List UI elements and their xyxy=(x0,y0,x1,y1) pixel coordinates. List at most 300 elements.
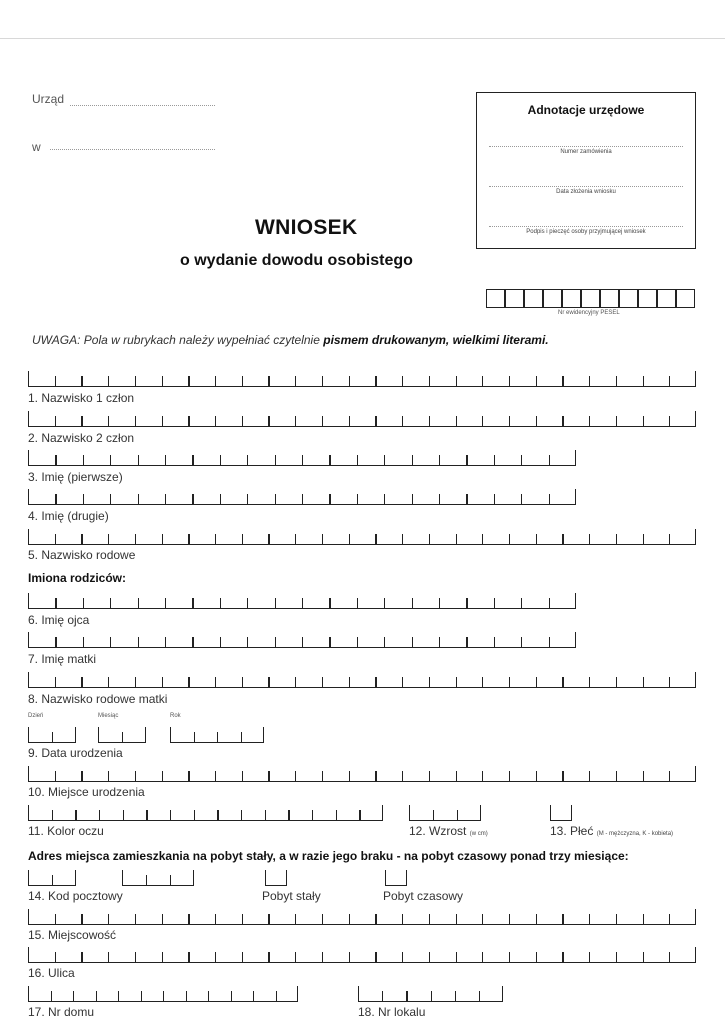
fill-instructions xyxy=(32,333,549,347)
comb-divider xyxy=(83,637,84,648)
comb-divider xyxy=(108,952,109,963)
comb-divider xyxy=(669,771,670,782)
pesel-cell[interactable] xyxy=(543,289,562,308)
postal-code-part2-input[interactable] xyxy=(122,870,194,886)
comb-divider xyxy=(616,771,617,782)
in-field[interactable] xyxy=(50,148,215,150)
comb-divider xyxy=(55,455,56,466)
comb-divider xyxy=(549,637,550,648)
comb-divider xyxy=(302,455,303,466)
comb-divider xyxy=(98,727,99,743)
comb-divider xyxy=(322,416,323,427)
comb-divider xyxy=(55,534,56,545)
comb-divider xyxy=(322,534,323,545)
comb-divider xyxy=(217,732,218,743)
comb-divider xyxy=(643,534,644,545)
comb-divider xyxy=(55,952,56,963)
office-field[interactable] xyxy=(70,104,215,106)
comb-divider xyxy=(28,727,29,743)
comb-divider xyxy=(482,952,483,963)
house-number-input[interactable] xyxy=(28,986,298,1002)
comb-divider xyxy=(322,771,323,782)
comb-divider xyxy=(402,416,403,427)
pesel-cell[interactable] xyxy=(619,289,638,308)
comb-divider xyxy=(357,455,358,466)
comb-divider xyxy=(669,952,670,963)
comb-divider xyxy=(122,732,123,743)
comb-divider xyxy=(295,677,296,688)
comb-divider xyxy=(536,914,537,925)
comb-divider xyxy=(482,771,483,782)
comb-divider xyxy=(81,416,82,427)
comb-divider xyxy=(536,677,537,688)
comb-divider xyxy=(242,914,243,925)
comb-divider xyxy=(265,870,266,886)
comb-divider xyxy=(135,416,136,427)
comb-divider xyxy=(55,677,56,688)
comb-divider xyxy=(55,376,56,387)
eye-color-input[interactable] xyxy=(28,805,383,821)
comb-divider xyxy=(73,991,74,1002)
comb-divider xyxy=(509,534,510,545)
comb-divider xyxy=(170,727,171,743)
comb-divider xyxy=(241,810,242,821)
temporary-residence-label: Pobyt czasowy xyxy=(383,889,464,903)
comb-divider xyxy=(375,952,376,963)
comb-divider xyxy=(509,771,510,782)
comb-divider xyxy=(265,810,266,821)
comb-divider xyxy=(482,534,483,545)
mother-family-name-label: 8. Nazwisko rodowe matki xyxy=(28,692,168,706)
comb-divider xyxy=(217,810,218,821)
comb-divider xyxy=(439,637,440,648)
pesel-cell[interactable] xyxy=(562,289,581,308)
pesel-cell[interactable] xyxy=(657,289,676,308)
top-divider xyxy=(0,38,725,39)
comb-divider xyxy=(268,677,269,688)
comb-divider xyxy=(521,598,522,609)
comb-divider xyxy=(302,598,303,609)
comb-divider xyxy=(188,677,189,688)
comb-divider xyxy=(429,771,430,782)
comb-divider xyxy=(28,909,29,925)
comb-divider xyxy=(242,376,243,387)
comb-divider xyxy=(220,598,221,609)
comb-divider xyxy=(643,416,644,427)
comb-divider xyxy=(220,455,221,466)
comb-divider xyxy=(122,870,123,886)
comb-divider xyxy=(669,914,670,925)
comb-divider xyxy=(357,637,358,648)
comb-divider xyxy=(135,771,136,782)
comb-divider xyxy=(83,598,84,609)
signature-label: Podpis i pieczęć osoby przyjmującej wniosek xyxy=(526,229,646,235)
height-label xyxy=(409,824,488,838)
comb-divider xyxy=(616,952,617,963)
comb-divider xyxy=(589,376,590,387)
birth-month-input[interactable] xyxy=(98,727,146,743)
comb-divider xyxy=(456,914,457,925)
comb-divider xyxy=(616,376,617,387)
mother-name-label: 7. Imię matki xyxy=(28,652,97,666)
comb-divider xyxy=(108,914,109,925)
surname1-input[interactable] xyxy=(28,371,696,387)
comb-divider xyxy=(163,991,164,1002)
height-unit: (w cm) xyxy=(469,831,488,837)
flat-number-label: 18. Nr lokalu xyxy=(358,1005,426,1019)
comb-divider xyxy=(669,677,670,688)
order-number-field[interactable] xyxy=(489,145,683,147)
comb-divider xyxy=(286,870,287,886)
comb-divider xyxy=(695,947,696,963)
comb-baseline xyxy=(409,820,481,821)
comb-divider xyxy=(549,598,550,609)
comb-baseline xyxy=(122,885,194,886)
comb-divider xyxy=(110,494,111,505)
comb-divider xyxy=(268,952,269,963)
comb-divider xyxy=(81,914,82,925)
pesel-cell[interactable] xyxy=(600,289,619,308)
comb-divider xyxy=(215,416,216,427)
comb-divider xyxy=(192,598,193,609)
comb-divider xyxy=(322,376,323,387)
comb-divider xyxy=(192,637,193,648)
pesel-cell[interactable] xyxy=(486,289,505,308)
birth-day-input[interactable] xyxy=(28,727,76,743)
in-label: w xyxy=(32,140,41,154)
eye-color-label: 11. Kolor oczu xyxy=(28,824,104,838)
comb-divider xyxy=(643,952,644,963)
comb-divider xyxy=(402,376,403,387)
comb-divider xyxy=(170,875,171,886)
pesel-cell[interactable] xyxy=(581,289,600,308)
first-name-label: 3. Imię (pierwsze) xyxy=(28,470,123,484)
comb-baseline xyxy=(28,924,696,925)
comb-divider xyxy=(220,637,221,648)
comb-divider xyxy=(466,598,467,609)
pesel-cell[interactable] xyxy=(505,289,524,308)
comb-divider xyxy=(188,376,189,387)
submission-date-field[interactable] xyxy=(489,185,683,187)
comb-divider xyxy=(75,727,76,743)
flat-number-input[interactable] xyxy=(358,986,503,1002)
street-input[interactable] xyxy=(28,947,696,963)
comb-divider xyxy=(288,810,289,821)
comb-divider xyxy=(192,455,193,466)
sex-label xyxy=(550,824,673,838)
comb-divider xyxy=(138,598,139,609)
comb-divider xyxy=(188,771,189,782)
city-label: 15. Miejscowość xyxy=(28,928,117,942)
comb-divider xyxy=(194,732,195,743)
comb-divider xyxy=(409,805,410,821)
comb-divider xyxy=(562,952,563,963)
comb-divider xyxy=(322,914,323,925)
comb-divider xyxy=(297,986,298,1002)
mother-family-name-input[interactable] xyxy=(28,672,696,688)
comb-divider xyxy=(480,805,481,821)
comb-divider xyxy=(322,952,323,963)
comb-divider xyxy=(81,376,82,387)
mother-name-input[interactable] xyxy=(28,632,576,648)
comb-divider xyxy=(494,637,495,648)
comb-divider xyxy=(302,637,303,648)
comb-divider xyxy=(188,914,189,925)
comb-divider xyxy=(479,991,480,1002)
comb-divider xyxy=(494,455,495,466)
comb-divider xyxy=(138,494,139,505)
comb-divider xyxy=(141,991,142,1002)
postal-code-part1-input[interactable] xyxy=(28,870,76,886)
comb-divider xyxy=(575,450,576,466)
comb-divider xyxy=(439,455,440,466)
pesel-cell[interactable] xyxy=(524,289,543,308)
comb-divider xyxy=(562,534,563,545)
comb-divider xyxy=(482,416,483,427)
birth-date-label: 9. Data urodzenia xyxy=(28,746,123,760)
comb-divider xyxy=(643,376,644,387)
comb-baseline xyxy=(28,544,696,545)
comb-divider xyxy=(375,376,376,387)
comb-divider xyxy=(456,376,457,387)
comb-divider xyxy=(695,371,696,387)
comb-divider xyxy=(589,416,590,427)
comb-divider xyxy=(571,805,572,821)
comb-divider xyxy=(643,677,644,688)
comb-divider xyxy=(162,914,163,925)
comb-baseline xyxy=(385,885,407,886)
first-name-input[interactable] xyxy=(28,450,576,466)
house-number-label: 17. Nr domu xyxy=(28,1005,95,1019)
family-name-label: 5. Nazwisko rodowe xyxy=(28,548,136,562)
page-subtitle: o wydanie dowodu osobistego xyxy=(180,252,413,269)
comb-divider xyxy=(242,771,243,782)
comb-divider xyxy=(429,952,430,963)
comb-baseline xyxy=(28,781,696,782)
comb-divider xyxy=(466,455,467,466)
comb-divider xyxy=(295,914,296,925)
comb-divider xyxy=(247,455,248,466)
comb-divider xyxy=(349,914,350,925)
comb-divider xyxy=(135,952,136,963)
submission-date-label: Data złożenia wniosku xyxy=(556,189,616,195)
comb-divider xyxy=(135,534,136,545)
comb-divider xyxy=(162,376,163,387)
comb-divider xyxy=(28,489,29,505)
comb-divider xyxy=(170,810,171,821)
father-name-input[interactable] xyxy=(28,593,576,609)
comb-divider xyxy=(669,416,670,427)
comb-divider xyxy=(242,677,243,688)
second-name-input[interactable] xyxy=(28,489,576,505)
comb-divider xyxy=(562,677,563,688)
comb-divider xyxy=(521,494,522,505)
comb-divider xyxy=(466,494,467,505)
comb-divider xyxy=(52,732,53,743)
comb-divider xyxy=(456,677,457,688)
comb-divider xyxy=(589,771,590,782)
second-name-label: 4. Imię (drugie) xyxy=(28,509,109,523)
comb-divider xyxy=(275,637,276,648)
comb-divider xyxy=(186,991,187,1002)
comb-divider xyxy=(96,991,97,1002)
comb-divider xyxy=(402,534,403,545)
comb-divider xyxy=(349,376,350,387)
comb-divider xyxy=(457,810,458,821)
comb-divider xyxy=(482,914,483,925)
sex-input[interactable] xyxy=(550,805,572,821)
comb-divider xyxy=(433,810,434,821)
comb-divider xyxy=(194,810,195,821)
comb-divider xyxy=(165,455,166,466)
comb-divider xyxy=(83,494,84,505)
note-text: Pola w rubrykach należy wypełniać czytelnie xyxy=(80,333,324,347)
comb-divider xyxy=(455,991,456,1002)
comb-divider xyxy=(247,494,248,505)
comb-divider xyxy=(669,376,670,387)
pesel-label: Nr ewidencyjny PESEL xyxy=(558,310,620,316)
comb-divider xyxy=(402,677,403,688)
comb-baseline xyxy=(28,962,696,963)
comb-divider xyxy=(268,914,269,925)
comb-divider xyxy=(589,534,590,545)
comb-divider xyxy=(276,991,277,1002)
comb-divider xyxy=(55,771,56,782)
comb-divider xyxy=(110,598,111,609)
postal-code-label: 14. Kod pocztowy xyxy=(28,889,123,903)
permanent-residence-checkbox[interactable] xyxy=(265,870,287,886)
year-label: Rok xyxy=(170,713,181,719)
comb-divider xyxy=(695,909,696,925)
comb-divider xyxy=(145,727,146,743)
note-emphasis: pismem drukowanym, wielkimi literami. xyxy=(323,333,549,347)
comb-divider xyxy=(81,677,82,688)
comb-divider xyxy=(382,991,383,1002)
comb-divider xyxy=(456,952,457,963)
comb-divider xyxy=(402,914,403,925)
comb-divider xyxy=(312,810,313,821)
comb-divider xyxy=(643,771,644,782)
comb-divider xyxy=(412,637,413,648)
comb-divider xyxy=(28,632,29,648)
comb-divider xyxy=(329,598,330,609)
comb-divider xyxy=(268,416,269,427)
comb-divider xyxy=(695,672,696,688)
comb-divider xyxy=(28,672,29,688)
comb-divider xyxy=(138,455,139,466)
comb-divider xyxy=(81,534,82,545)
comb-divider xyxy=(695,411,696,427)
order-number-label: Numer zamówienia xyxy=(560,149,612,155)
comb-divider xyxy=(429,376,430,387)
comb-divider xyxy=(375,534,376,545)
height-label-text: 12. Wzrost xyxy=(409,824,467,838)
comb-divider xyxy=(208,991,209,1002)
address-section-title: Adres miejsca zamieszkania na pobyt stały, a w razie jego braku - na pobyt czasowy ponad trzy miesiące: xyxy=(28,849,629,863)
comb-divider xyxy=(550,805,551,821)
comb-divider xyxy=(412,598,413,609)
city-input[interactable] xyxy=(28,909,696,925)
comb-divider xyxy=(502,986,503,1002)
comb-divider xyxy=(275,598,276,609)
family-name-input[interactable] xyxy=(28,529,696,545)
comb-divider xyxy=(108,376,109,387)
comb-divider xyxy=(494,494,495,505)
comb-divider xyxy=(429,914,430,925)
comb-baseline xyxy=(265,885,287,886)
comb-divider xyxy=(295,771,296,782)
comb-divider xyxy=(336,810,337,821)
pesel-cell[interactable] xyxy=(638,289,657,308)
comb-divider xyxy=(402,771,403,782)
comb-divider xyxy=(275,455,276,466)
pesel-cell[interactable] xyxy=(676,289,695,308)
page-title: WNIOSEK xyxy=(255,216,358,239)
comb-divider xyxy=(322,677,323,688)
comb-divider xyxy=(616,914,617,925)
comb-divider xyxy=(28,593,29,609)
comb-divider xyxy=(55,416,56,427)
comb-divider xyxy=(295,534,296,545)
comb-divider xyxy=(123,810,124,821)
surname2-input[interactable] xyxy=(28,411,696,427)
comb-divider xyxy=(241,732,242,743)
comb-divider xyxy=(669,534,670,545)
sex-hint: (M - mężczyzna, K - kobieta) xyxy=(596,831,674,837)
comb-divider xyxy=(589,914,590,925)
comb-divider xyxy=(575,593,576,609)
comb-divider xyxy=(162,534,163,545)
comb-divider xyxy=(165,598,166,609)
comb-divider xyxy=(575,489,576,505)
comb-divider xyxy=(275,494,276,505)
comb-divider xyxy=(521,637,522,648)
comb-divider xyxy=(135,376,136,387)
comb-divider xyxy=(28,529,29,545)
comb-divider xyxy=(357,494,358,505)
comb-divider xyxy=(536,376,537,387)
comb-divider xyxy=(110,455,111,466)
day-label: Dzień xyxy=(28,713,44,719)
comb-divider xyxy=(384,598,385,609)
comb-divider xyxy=(439,494,440,505)
comb-baseline xyxy=(28,426,696,427)
comb-divider xyxy=(247,598,248,609)
comb-divider xyxy=(52,810,53,821)
comb-divider xyxy=(28,411,29,427)
comb-divider xyxy=(536,771,537,782)
comb-divider xyxy=(263,727,264,743)
street-label: 16. Ulica xyxy=(28,966,75,980)
comb-divider xyxy=(429,677,430,688)
comb-divider xyxy=(549,455,550,466)
signature-field[interactable] xyxy=(489,225,683,227)
birth-place-input[interactable] xyxy=(28,766,696,782)
comb-divider xyxy=(562,771,563,782)
height-input[interactable] xyxy=(409,805,481,821)
comb-divider xyxy=(385,870,386,886)
comb-divider xyxy=(429,416,430,427)
comb-baseline xyxy=(28,386,696,387)
comb-divider xyxy=(28,805,29,821)
temporary-residence-checkbox[interactable] xyxy=(385,870,407,886)
comb-divider xyxy=(589,677,590,688)
permanent-residence-label: Pobyt stały xyxy=(262,889,321,903)
birth-year-input[interactable] xyxy=(170,727,264,743)
comb-divider xyxy=(456,416,457,427)
comb-divider xyxy=(302,494,303,505)
comb-divider xyxy=(247,637,248,648)
